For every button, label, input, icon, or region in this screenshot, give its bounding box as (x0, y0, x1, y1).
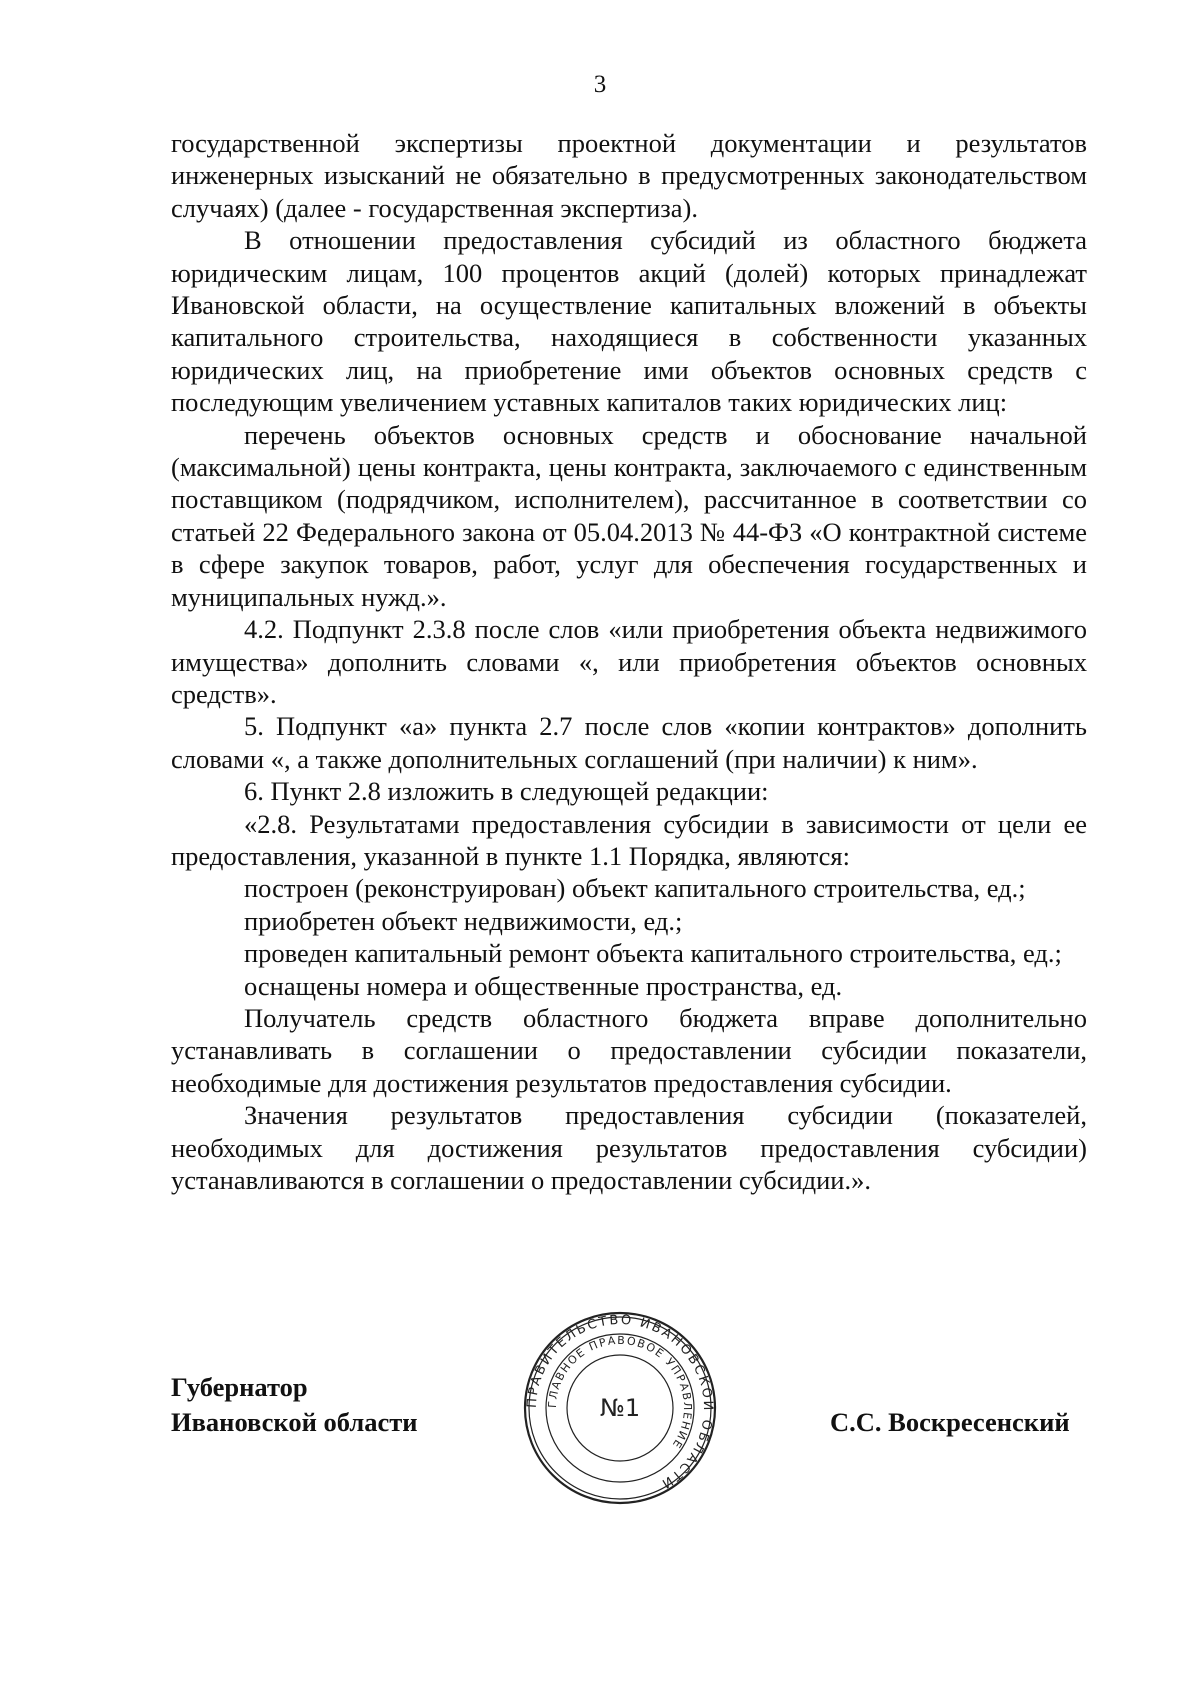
result-item-construction: построен (реконструирован) объект капитального строительства, ед.; (244, 873, 1026, 904)
signature-position-line1: Губернатор (171, 1372, 308, 1402)
paragraph-item-5: 5. Подпункт «а» пункта 2.7 после слов «копии контрактов» дополнить словами «, а также дополнительных соглашений (при наличии) к ним». (171, 711, 1087, 774)
official-seal-stamp (522, 1310, 718, 1506)
seal-outer-text: ПРАВИТЕЛЬСТВО ИВАНОВСКОЙ ОБЛАСТИ (524, 1312, 716, 1492)
document-body (171, 127, 1087, 1196)
signature-position-line2: Ивановской области (171, 1407, 418, 1437)
result-item-equipment: оснащены номера и общественные пространства, ед. (244, 970, 843, 1001)
seal-icon (522, 1310, 718, 1506)
signature-position (171, 1370, 418, 1440)
paragraph-continuation: государственной экспертизы проектной документации и результатов инженерных изысканий не обязательно в предусмотренных законодательством случаях) (далее - государственная экспертиза). (171, 128, 1087, 223)
page-number: 3 (593, 71, 607, 98)
result-item-overhaul: проведен капитальный ремонт объекта капитального строительства, ед.; (244, 938, 1062, 969)
signature-name: С.С. Воскресенский (830, 1407, 1070, 1437)
paragraph-item-4-2: 4.2. Подпункт 2.3.8 после слов «или приобретения объекта недвижимого имущества» дополнить словами «, или приобретения объектов основных средств». (171, 614, 1087, 709)
paragraph-fixed-assets-list: перечень объектов основных средств и обоснование начальной (максимальной) цены контракта, цены контракта, заключаемого с единственным поставщиком (подрядчиком, исполнителем), рассчитанное в соответствии со статьей 22 Федерального закона от 05.04.2013 № 44-ФЗ «О контрактной системе в сфере закупок товаров, работ, услуг для обеспечения государственных и муниципальных нужд.». (171, 419, 1087, 612)
paragraph-recipient-indicators: Получатель средств областного бюджета вправе дополнительно устанавливать в соглашении о предоставлении субсидии показатели, необходимые для достижения результатов предоставления субсидии. (171, 1002, 1087, 1098)
result-item-real-estate: приобретен объект недвижимости, ед.; (244, 905, 683, 936)
svg-text:ГЛАВНОЕ ПРАВОВОЕ УПРАВЛЕНИЕ (546, 1334, 694, 1452)
paragraph-item-6: 6. Пункт 2.8 изложить в следующей редакции: (244, 776, 769, 807)
seal-number: №1 (599, 1394, 641, 1422)
paragraph-result-values: Значения результатов предоставления субсидии (показателей, необходимых для достижения результатов предоставления субсидии) устанавливаются в соглашении о предоставлении субсидии.». (171, 1100, 1087, 1195)
paragraph-item-2-8: «2.8. Результатами предоставления субсидии в зависимости от цели ее предоставления, указанной в пункте 1.1 Порядка, являются: (171, 808, 1087, 871)
seal-inner-text: ГЛАВНОЕ ПРАВОВОЕ УПРАВЛЕНИЕ (545, 1333, 695, 1452)
paragraph-legal-entities: В отношении предоставления субсидий из областного бюджета юридическим лицам, 100 процентов акций (долей) которых принадлежат Ивановской области, на осуществление капитальных вложений в объекты капитального строительства, находящиеся в собственности указанных юридических лиц, на приобретение ими объектов основных средств с последующим увеличением уставных капиталов таких юридических лиц: (171, 225, 1087, 418)
